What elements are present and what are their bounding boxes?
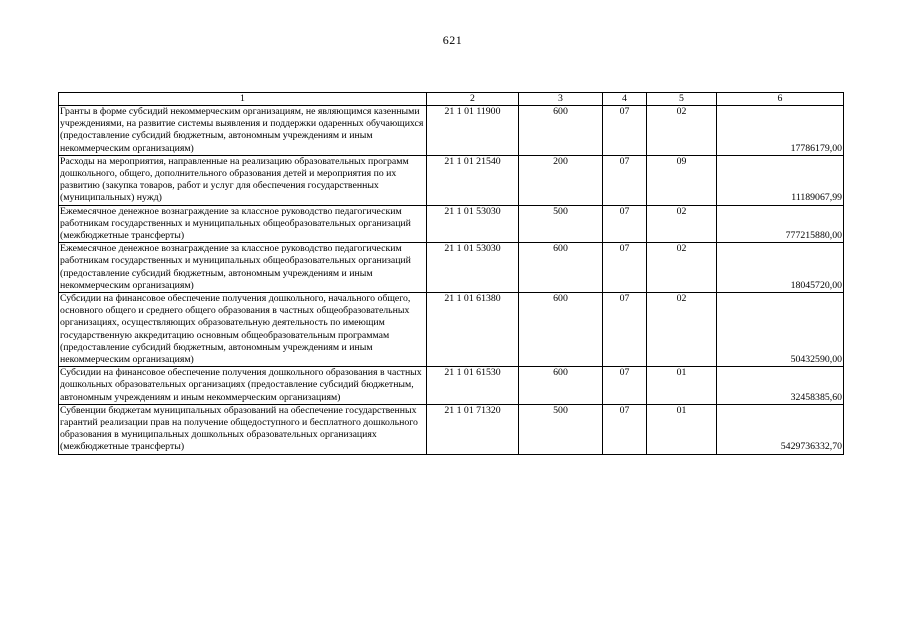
expense-type-cell: 600 — [519, 106, 603, 156]
target-article-code-cell: 21 1 01 71320 — [427, 404, 519, 454]
section-cell: 07 — [603, 155, 647, 205]
expense-type-cell: 600 — [519, 293, 603, 367]
target-article-code-cell: 21 1 01 61530 — [427, 367, 519, 405]
subsection-cell: 02 — [647, 243, 717, 293]
section-cell: 07 — [603, 106, 647, 156]
column-number-row — [59, 93, 844, 106]
expense-name-cell: Ежемесячное денежное вознаграждение за классное руководство педагогическим работникам государственных и муниципальных общеобразовательных организаций (предоставление субсидий бюджетным, автономным учреждениям и иным некоммерческим организациям) — [59, 243, 427, 293]
amount-cell: 777215880,00 — [717, 205, 844, 243]
subsection-cell: 01 — [647, 367, 717, 405]
table-row — [59, 367, 844, 405]
column-header: 4 — [603, 93, 647, 106]
section-cell: 07 — [603, 243, 647, 293]
expense-name-cell: Субсидии на финансовое обеспечение получения дошкольного образования в частных дошкольных образовательных организациях (предоставление субсидий бюджетным, автономным учреждениям и иным некоммерческим организациям) — [59, 367, 427, 405]
section-cell: 07 — [603, 293, 647, 367]
column-header: 2 — [427, 93, 519, 106]
table-row — [59, 106, 844, 156]
target-article-code-cell: 21 1 01 61380 — [427, 293, 519, 367]
expense-type-cell: 500 — [519, 205, 603, 243]
column-header: 5 — [647, 93, 717, 106]
table-body — [59, 93, 844, 455]
amount-cell: 5429736332,70 — [717, 404, 844, 454]
expense-name-cell: Субсидии на финансовое обеспечение получения дошкольного, начального общего, основного общего и среднего общего образования в частных общеобразовательных организациях, осуществляющих образовательную деятельность по имеющим государственную аккредитацию основным общеобразовательным программам (предоставление субсидий бюджетным, автономным учреждениям и иным некоммерческим организациям) — [59, 293, 427, 367]
expense-type-cell: 500 — [519, 404, 603, 454]
table-row — [59, 404, 844, 454]
expense-type-cell: 600 — [519, 367, 603, 405]
subsection-cell: 02 — [647, 293, 717, 367]
column-header: 6 — [717, 93, 844, 106]
subsection-cell: 02 — [647, 106, 717, 156]
amount-cell: 11189067,99 — [717, 155, 844, 205]
section-cell: 07 — [603, 367, 647, 405]
target-article-code-cell: 21 1 01 21540 — [427, 155, 519, 205]
table-row — [59, 243, 844, 293]
subsection-cell: 01 — [647, 404, 717, 454]
table-row — [59, 155, 844, 205]
expense-name-cell: Субвенции бюджетам муниципальных образований на обеспечение государственных гарантий реализации прав на получение общедоступного и бесплатного дошкольного образования в муниципальных дошкольных образовательных организациях (межбюджетные трансферты) — [59, 404, 427, 454]
table-row — [59, 293, 844, 367]
budget-table — [58, 92, 844, 455]
page-number: 621 — [442, 33, 463, 47]
section-cell: 07 — [603, 404, 647, 454]
amount-cell: 18045720,00 — [717, 243, 844, 293]
column-header: 3 — [519, 93, 603, 106]
section-cell: 07 — [603, 205, 647, 243]
amount-cell: 32458385,60 — [717, 367, 844, 405]
amount-cell: 17786179,00 — [717, 106, 844, 156]
expense-type-cell: 600 — [519, 243, 603, 293]
subsection-cell: 02 — [647, 205, 717, 243]
subsection-cell: 09 — [647, 155, 717, 205]
expense-name-cell: Расходы на мероприятия, направленные на реализацию образовательных программ дошкольного, общего, дополнительного образования детей и мероприятия по их развитию (закупка товаров, работ и услуг для обеспечения государственных (муниципальных) нужд) — [59, 155, 427, 205]
expense-name-cell: Ежемесячное денежное вознаграждение за классное руководство педагогическим работникам государственных и муниципальных общеобразовательных организаций (межбюджетные трансферты) — [59, 205, 427, 243]
target-article-code-cell: 21 1 01 53030 — [427, 243, 519, 293]
expense-type-cell: 200 — [519, 155, 603, 205]
column-header: 1 — [59, 93, 427, 106]
table-row — [59, 205, 844, 243]
target-article-code-cell: 21 1 01 11900 — [427, 106, 519, 156]
expense-name-cell: Гранты в форме субсидий некоммерческим организациям, не являющимся казенными учреждениями, на развитие системы выявления и поддержки одаренных обучающихся (предоставление субсидий бюджетным, автономным учреждениям и иным некоммерческим организациям) — [59, 106, 427, 156]
target-article-code-cell: 21 1 01 53030 — [427, 205, 519, 243]
amount-cell: 50432590,00 — [717, 293, 844, 367]
